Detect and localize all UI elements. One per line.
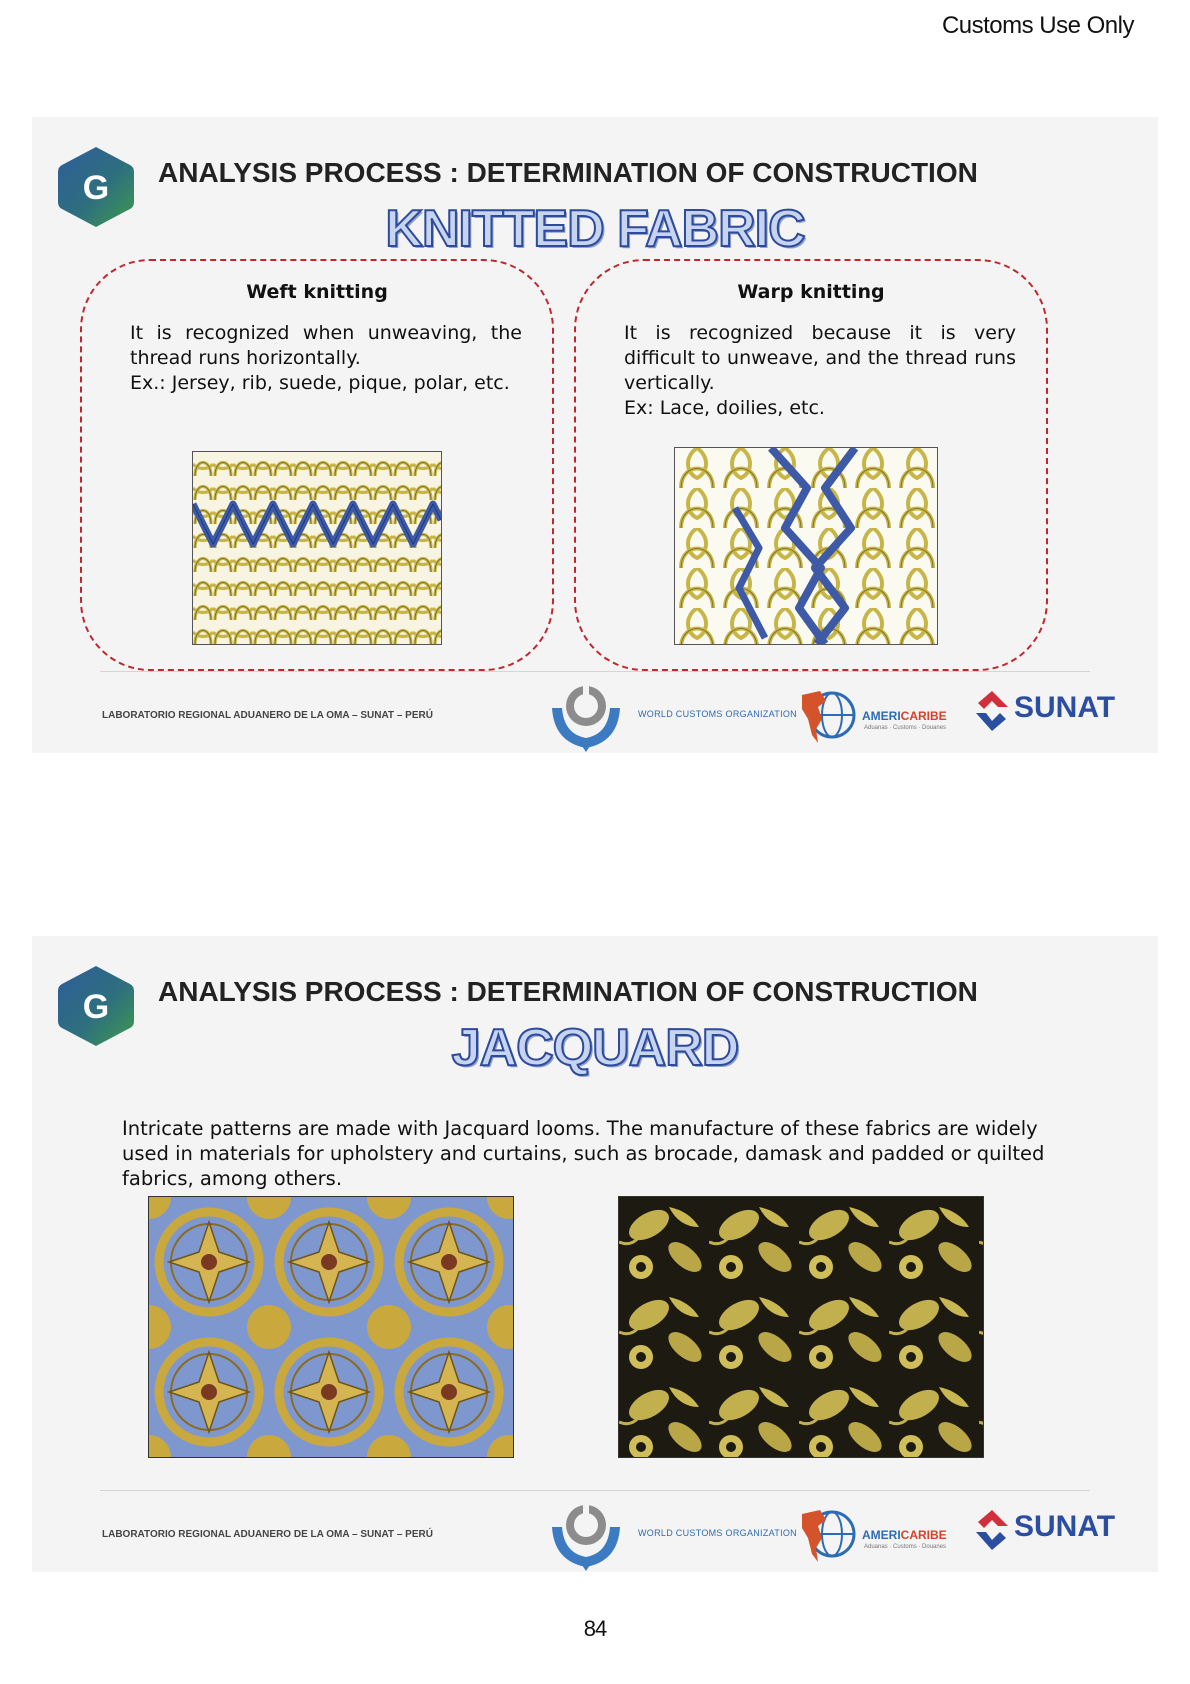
americaribe-name (862, 709, 947, 723)
wco-logo-icon (548, 682, 624, 752)
sunat-name: SUNAT (1014, 691, 1116, 724)
badge-letter: G (82, 988, 110, 1026)
americaribe-part-a: AMERI (862, 1528, 901, 1542)
slide-title: ANALYSIS PROCESS : DETERMINATION OF CONSTRUCTION (158, 157, 978, 188)
damask-photo (618, 1196, 984, 1458)
slide-subtitle: KNITTED FABRIC (385, 200, 805, 258)
slide-title: ANALYSIS PROCESS : DETERMINATION OF CONSTRUCTION (158, 976, 978, 1007)
americaribe-part-b: CARIBE (900, 709, 947, 723)
americaribe-tagline: Aduanas · Customs · Douanes (864, 1544, 947, 1550)
box-title: Weft knitting (246, 281, 388, 303)
jacquard-description: Intricate patterns are made with Jacquard looms. The manufacture of these fabrics are widely used in materials for upholstery and curtains, such as brocade, damask and padded or quilted fabrics, among others. (122, 1117, 1045, 1190)
warp-knitting-box (574, 259, 1048, 671)
box-text-line: Ex: Lace, doilies, etc. (624, 397, 825, 419)
weft-knitting-box (80, 259, 554, 671)
wco-name: WORLD CUSTOMS ORGANIZATION (638, 709, 797, 719)
header-note: Customs Use Only (941, 12, 1134, 39)
sunat-name: SUNAT (1014, 1510, 1116, 1543)
americaribe-part-a: AMERI (862, 709, 901, 723)
wco-logo-icon (548, 1501, 624, 1571)
box-text-line: It is recognized when unweaving, the thread runs horizontally. (130, 322, 522, 369)
americaribe-globe-icon (798, 685, 858, 747)
slide-subtitle: JACQUARD (451, 1019, 739, 1077)
box-description (624, 321, 1016, 421)
footer-lab-name: LABORATORIO REGIONAL ADUANERO DE LA OMA – SUNAT – PERÚ (102, 710, 433, 721)
box-text-line: It is recognized because it is very difficult to unweave, and the thread runs vertically. (624, 322, 1016, 394)
americaribe-globe-icon (798, 1504, 858, 1566)
weft-knit-diagram (192, 451, 442, 645)
sunat-logo-icon (974, 1510, 1010, 1550)
americaribe-name (862, 1528, 947, 1542)
page-number: 84 (583, 1616, 607, 1641)
americaribe-part-b: CARIBE (900, 1528, 947, 1542)
footer-lab-name: LABORATORIO REGIONAL ADUANERO DE LA OMA – SUNAT – PERÚ (102, 1529, 433, 1540)
badge-letter: G (82, 169, 110, 207)
americaribe-tagline: Aduanas · Customs · Douanes (864, 725, 947, 731)
brocade-photo (148, 1196, 514, 1458)
warp-knit-diagram (674, 447, 938, 645)
box-description (130, 321, 522, 396)
slide-jacquard (32, 936, 1158, 1572)
wco-name: WORLD CUSTOMS ORGANIZATION (638, 1528, 797, 1538)
box-text-line: Ex.: Jersey, rib, suede, pique, polar, etc. (130, 372, 510, 394)
footer-divider (100, 1490, 1090, 1491)
sunat-logo-icon (974, 691, 1010, 731)
slide-knitted-fabric (32, 117, 1158, 753)
footer-divider (100, 671, 1090, 672)
box-title: Warp knitting (737, 281, 885, 303)
